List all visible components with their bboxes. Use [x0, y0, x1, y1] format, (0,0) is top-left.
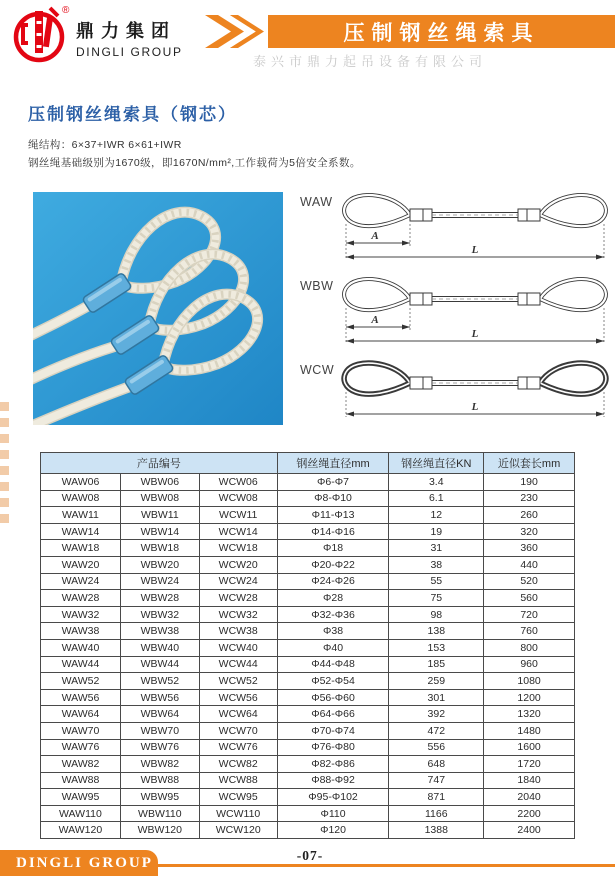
table-row: [41, 590, 575, 607]
product-photo: [33, 192, 283, 425]
table-cell: 392: [389, 706, 484, 723]
table-row: [41, 573, 575, 590]
table-cell: WBW110: [120, 805, 199, 822]
table-cell: Φ76-Φ80: [277, 739, 389, 756]
table-cell: WCW88: [199, 772, 277, 789]
banner-title: 压制钢丝绳索具: [343, 20, 540, 45]
table-cell: 2400: [484, 822, 575, 839]
table-cell: 1080: [484, 673, 575, 690]
diagram-label: WBW: [300, 279, 334, 293]
table-cell: WBW44: [120, 656, 199, 673]
table-cell: 185: [389, 656, 484, 673]
table-cell: 138: [389, 623, 484, 640]
table-cell: WBW18: [120, 540, 199, 557]
table-row: [41, 805, 575, 822]
dim-l-label: L: [471, 401, 479, 413]
table-cell: Φ88-Φ92: [277, 772, 389, 789]
table-cell: WAW11: [41, 507, 121, 524]
table-cell: 747: [389, 772, 484, 789]
table-cell: WBW14: [120, 523, 199, 540]
table-row: [41, 556, 575, 573]
table-cell: 1200: [484, 689, 575, 706]
table-cell: WCW40: [199, 639, 277, 656]
table-cell: Φ14-Φ16: [277, 523, 389, 540]
company-name-en: DINGLI GROUP: [76, 45, 183, 59]
spec-table: [40, 452, 575, 839]
table-cell: Φ38: [277, 623, 389, 640]
table-cell: 1320: [484, 706, 575, 723]
table-cell: 556: [389, 739, 484, 756]
table-cell: WAW28: [41, 590, 121, 607]
table-cell: WCW95: [199, 789, 277, 806]
table-cell: Φ8-Φ10: [277, 490, 389, 507]
table-row: [41, 490, 575, 507]
table-cell: 19: [389, 523, 484, 540]
table-cell: 560: [484, 590, 575, 607]
table-cell: WCW28: [199, 590, 277, 607]
dim-a-label: A: [371, 230, 379, 242]
left-edge-watermark: [0, 402, 9, 527]
title-banner: [268, 15, 615, 48]
table-cell: WCW64: [199, 706, 277, 723]
table-cell: 2040: [484, 789, 575, 806]
table-cell: WCW11: [199, 507, 277, 524]
table-cell: 260: [484, 507, 575, 524]
logo-text: [76, 17, 183, 59]
table-cell: WBW08: [120, 490, 199, 507]
table-cell: 153: [389, 639, 484, 656]
table-cell: WBW38: [120, 623, 199, 640]
table-row: [41, 689, 575, 706]
diagram-wbw: [300, 272, 612, 350]
table-cell: 12: [389, 507, 484, 524]
table-cell: 1388: [389, 822, 484, 839]
table-cell: 1480: [484, 722, 575, 739]
table-cell: WCW24: [199, 573, 277, 590]
table-cell: 472: [389, 722, 484, 739]
table-cell: Φ95-Φ102: [277, 789, 389, 806]
table-cell: WBW20: [120, 556, 199, 573]
dingli-logo: [12, 3, 72, 65]
company-name-cn: 鼎力集团: [76, 21, 176, 41]
table-cell: 960: [484, 656, 575, 673]
table-row: [41, 540, 575, 557]
table-cell: WAW38: [41, 623, 121, 640]
table-cell: WBW88: [120, 772, 199, 789]
table-cell: WBW64: [120, 706, 199, 723]
diagram-label: WAW: [300, 195, 333, 209]
dim-l-label: L: [471, 328, 479, 340]
table-row: [41, 722, 575, 739]
table-cell: WCW82: [199, 756, 277, 773]
table-cell: WCW56: [199, 689, 277, 706]
table-cell: WCW18: [199, 540, 277, 557]
table-cell: Φ18: [277, 540, 389, 557]
banner-chevron-icon: [205, 15, 269, 48]
table-cell: WCW110: [199, 805, 277, 822]
table-row: [41, 623, 575, 640]
table-cell: WBW28: [120, 590, 199, 607]
table-cell: 75: [389, 590, 484, 607]
table-cell: WCW120: [199, 822, 277, 839]
table-cell: WAW82: [41, 756, 121, 773]
table-cell: 440: [484, 556, 575, 573]
table-header-row: [41, 453, 575, 474]
table-cell: WBW40: [120, 639, 199, 656]
table-cell: WAW64: [41, 706, 121, 723]
table-cell: 800: [484, 639, 575, 656]
dim-l-label: L: [471, 244, 479, 256]
table-cell: 760: [484, 623, 575, 640]
table-cell: Φ52-Φ54: [277, 673, 389, 690]
header-force: 钢丝绳直径KN: [389, 453, 484, 474]
registered-mark-icon: ®: [62, 5, 70, 16]
table-cell: 6.1: [389, 490, 484, 507]
table-cell: Φ24-Φ26: [277, 573, 389, 590]
table-cell: WAW32: [41, 606, 121, 623]
table-cell: 98: [389, 606, 484, 623]
table-cell: Φ120: [277, 822, 389, 839]
table-row: [41, 739, 575, 756]
table-cell: WCW06: [199, 474, 277, 491]
table-cell: Φ44-Φ48: [277, 656, 389, 673]
table-cell: WCW44: [199, 656, 277, 673]
table-row: [41, 507, 575, 524]
table-cell: Φ20-Φ22: [277, 556, 389, 573]
table-cell: WAW18: [41, 540, 121, 557]
table-cell: WBW120: [120, 822, 199, 839]
table-cell: WBW32: [120, 606, 199, 623]
table-cell: Φ82-Φ86: [277, 756, 389, 773]
table-cell: WAW120: [41, 822, 121, 839]
table-row: [41, 789, 575, 806]
table-cell: WAW95: [41, 789, 121, 806]
header-sleeve: 近似套长mm: [484, 453, 575, 474]
table-cell: WAW08: [41, 490, 121, 507]
table-cell: 55: [389, 573, 484, 590]
table-cell: WAW52: [41, 673, 121, 690]
table-cell: 1720: [484, 756, 575, 773]
table-cell: WAW14: [41, 523, 121, 540]
table-cell: Φ28: [277, 590, 389, 607]
table-cell: WBW95: [120, 789, 199, 806]
table-cell: 190: [484, 474, 575, 491]
table-cell: WAW20: [41, 556, 121, 573]
table-cell: WBW76: [120, 739, 199, 756]
table-cell: WAW06: [41, 474, 121, 491]
table-cell: WBW06: [120, 474, 199, 491]
table-cell: 2200: [484, 805, 575, 822]
table-cell: WCW52: [199, 673, 277, 690]
table-row: [41, 639, 575, 656]
table-cell: 720: [484, 606, 575, 623]
table-cell: WCW76: [199, 739, 277, 756]
table-cell: 1166: [389, 805, 484, 822]
table-cell: WAW56: [41, 689, 121, 706]
table-cell: 648: [389, 756, 484, 773]
footer-brand: DINGLI GROUP: [16, 854, 153, 871]
table-cell: 301: [389, 689, 484, 706]
table-cell: Φ70-Φ74: [277, 722, 389, 739]
header-product-code: 产品编号: [41, 453, 278, 474]
table-row: [41, 656, 575, 673]
table-cell: 360: [484, 540, 575, 557]
table-cell: WCW32: [199, 606, 277, 623]
footer-brand-tab: [0, 850, 158, 876]
table-row: [41, 822, 575, 839]
table-cell: WCW70: [199, 722, 277, 739]
table-cell: Φ64-Φ66: [277, 706, 389, 723]
rope-structure-text: 绳结构：6×37+IWR 6×61+IWR: [28, 139, 182, 151]
table-cell: WAW70: [41, 722, 121, 739]
table-cell: WBW70: [120, 722, 199, 739]
table-cell: Φ11-Φ13: [277, 507, 389, 524]
table-row: [41, 772, 575, 789]
table-row: [41, 756, 575, 773]
table-cell: 1840: [484, 772, 575, 789]
table-cell: WBW56: [120, 689, 199, 706]
table-cell: WCW08: [199, 490, 277, 507]
table-row: [41, 523, 575, 540]
header-diameter: 钢丝绳直径mm: [277, 453, 389, 474]
table-cell: WAW88: [41, 772, 121, 789]
table-row: [41, 606, 575, 623]
table-cell: 320: [484, 523, 575, 540]
page-title: 压制钢丝绳索具（钢芯）: [28, 105, 237, 124]
table-cell: 871: [389, 789, 484, 806]
table-cell: WBW11: [120, 507, 199, 524]
table-cell: WAW76: [41, 739, 121, 756]
rope-grade-text: 钢丝绳基础级别为1670级，即1670N/mm²,工作载荷为5倍安全系数。: [28, 157, 361, 169]
diagram-waw: [300, 188, 612, 266]
table-cell: Φ110: [277, 805, 389, 822]
table-cell: WBW82: [120, 756, 199, 773]
table-cell: WAW40: [41, 639, 121, 656]
table-cell: WCW14: [199, 523, 277, 540]
table-row: [41, 706, 575, 723]
dim-a-label: A: [371, 314, 379, 326]
table-row: [41, 673, 575, 690]
table-row: [41, 474, 575, 491]
table-cell: WCW20: [199, 556, 277, 573]
diagram-label: WCW: [300, 363, 335, 377]
table-cell: Φ6-Φ7: [277, 474, 389, 491]
table-cell: WAW24: [41, 573, 121, 590]
table-cell: 230: [484, 490, 575, 507]
spec-table-body: [41, 474, 575, 839]
table-cell: WBW52: [120, 673, 199, 690]
table-cell: Φ40: [277, 639, 389, 656]
table-cell: 520: [484, 573, 575, 590]
table-cell: WAW110: [41, 805, 121, 822]
table-cell: Φ56-Φ60: [277, 689, 389, 706]
diagram-wcw: [300, 356, 612, 422]
table-cell: WBW24: [120, 573, 199, 590]
page-number: -07-: [296, 848, 324, 863]
table-cell: 1600: [484, 739, 575, 756]
table-cell: 3.4: [389, 474, 484, 491]
table-cell: 38: [389, 556, 484, 573]
table-cell: 31: [389, 540, 484, 557]
table-cell: 259: [389, 673, 484, 690]
table-cell: Φ32-Φ36: [277, 606, 389, 623]
table-cell: WAW44: [41, 656, 121, 673]
table-cell: WCW38: [199, 623, 277, 640]
company-watermark: 泰兴市鼎力起吊设备有限公司: [252, 54, 487, 69]
